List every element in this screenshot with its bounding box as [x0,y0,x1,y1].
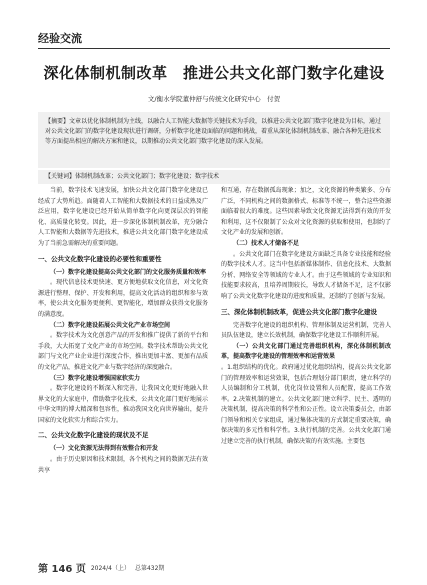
issue-total: 总第432期 [134,564,165,572]
page-footer [38,560,390,574]
section-heading: 三、深化体制机制改革，促进公共文化部门数字化建设 [221,307,377,316]
body-paragraph: 完善数字化建设的组织机构、管理体制及运营机制，完善人员队伍建设，建立长效机制，确保数字化建设工作顺利开展。 [221,321,391,340]
body-paragraph: 。由于历史原因和技术限制，各个机构之间的数据无法有效共享 [38,456,208,474]
body-paragraph: 。数字技术为文化创意产品的开发和推广提供了新的平台和手段，大大拓宽了文化产业的市场空间。数字技术帮助公共文化部门与文化产业企业进行深度合作，推出更加丰富、更加有品质的文化产品，推进文化产业与数字经济的深度融合。 [38,332,208,371]
article-author: 文/衡水学院董仲舒与传统文化研究中心 付贺 [147,95,281,103]
body-paragraph: 当前，数字技术飞速发展，加快公共文化部门数字化建设已经成了大势所趋。面随着人工智能和大数据技术的日益成熟及广泛应用，数字化建设已经开始从简单数字化向更深层次的智能化、高质量化转变。因此，进一步深化体制机制改革，充分融合人工智能和大数据等先进技术，推进公共文化部门数字化建设成为了当前急需解决的重要问题。 [38,187,208,247]
left-column [38,186,208,476]
subsection-heading: （二）技术人才储备不足 [233,239,300,247]
subsection-heading: （三）数字化建设增强国家软实力 [50,374,141,382]
body-paragraph: 。现代信息技术更快速、更方便地获取文化信息，对文化资源进行整理、保护、开发和利用，提高文化活动的组织和参与效率，使公共文化服务更便利、更智能化，增加群众获得文化服务的满意度。 [38,279,208,318]
section-heading: 二、公共文化数字化建设的现状及不足 [38,431,149,440]
body-paragraph: 。数字化建设的不断深入和完善，让我国文化更好地融入世界文化的大家庭中，借助数字化技术，公共文化部门更好地展示中华文明的博大精深和包容性，推动我国文化向世界输出，提升国家的文化软实力和综合实力。 [38,385,208,424]
issue-date: 2024/4（上） [90,564,130,572]
subsection-heading: （一）数字化建设提高公共文化部门的文化服务质量和效率 [50,268,207,276]
abstract-box [38,112,390,168]
page-number: 第 146 页 [38,563,86,575]
header-divider [38,48,390,49]
abstract-text: 【摘要】文章以优化体制机制为主线，以融合人工智能大数据等关键技术为手段，以推进公共文化部门数字化建设为目标，通过对公共文化部门的数字化建设现状进行调研，分析数字化建设面临的问题和挑战，着重从深化体制机制改革、融合各种先进技术等方面提出相应的解决方案和建议，以期推动公共文化部门数字化建设的深入发展。 [45,118,382,145]
section-tag: 经验交流 [38,32,82,45]
subsection-heading: （一）文化资源无法得到有效整合和开发 [50,445,159,453]
subsection-heading: （一）公共文化部门通过完善组织机构，深化体制机制改革，提高数字化建设的管理效率和运营效果 [221,342,391,361]
body-paragraph: 。公共文化部门在数字化建设方面缺乏具备专业技能和经验的数字技术人才。这当中包括新媒体制作、信息化技术、大数据分析、网络安全等领域的专业人才。由于这些领域的专业知识和技能要求较高，且培养周期较长，导致人才储备不足，这不仅影响了公共文化数字化建设的进度和质量，还制约了创新与发展。 [221,250,391,300]
body-paragraph: 和互通，存在数据孤岛现象；加之，文化资源的种类繁多、分布广泛，不同机构之间的数据格式、标准等不统一，整合这些资源面临着很大的难度。这些因素导致文化资源无法得到有效的开发和利用，这不仅限制了公众对文化资源的获取和使用，也制约了文化产业的发展和创新。 [221,187,391,237]
body-paragraph: 。1.组织结构的优化。政府通过优化组织结构，提高公共文化部门的管理效率和运营效果，包括合理划分部门职责，建立科学的人员编制和分工机制，优化岗位设置和人员配置，提高工作效率。2.决策机制的建立。公共文化部门建立科学、民主、透明的决策机制，提高决策的科学性和公正性。设立决策委员会，由部门领导和相关专家组成，通过集体决策的方式制定重要决策，确保决策的多元性和科学性。3.执行机制的完善。公共文化部门通过建立完善的执行机制，确保决策的有效实施。主要包 [221,363,391,446]
subsection-heading: （二）数字化建设拓展公共文化产业市场空间 [50,321,171,329]
article-title: 深化体制机制改革 推进公共文化部门数字化建设 [43,64,385,82]
right-column [221,186,391,448]
keywords-box: 【关键词】体制机制改革；公共文化部门；数字化建设；数字技术 [38,170,390,184]
section-heading: 一、公共文化数字化建设的必要性和重要性 [38,254,162,263]
